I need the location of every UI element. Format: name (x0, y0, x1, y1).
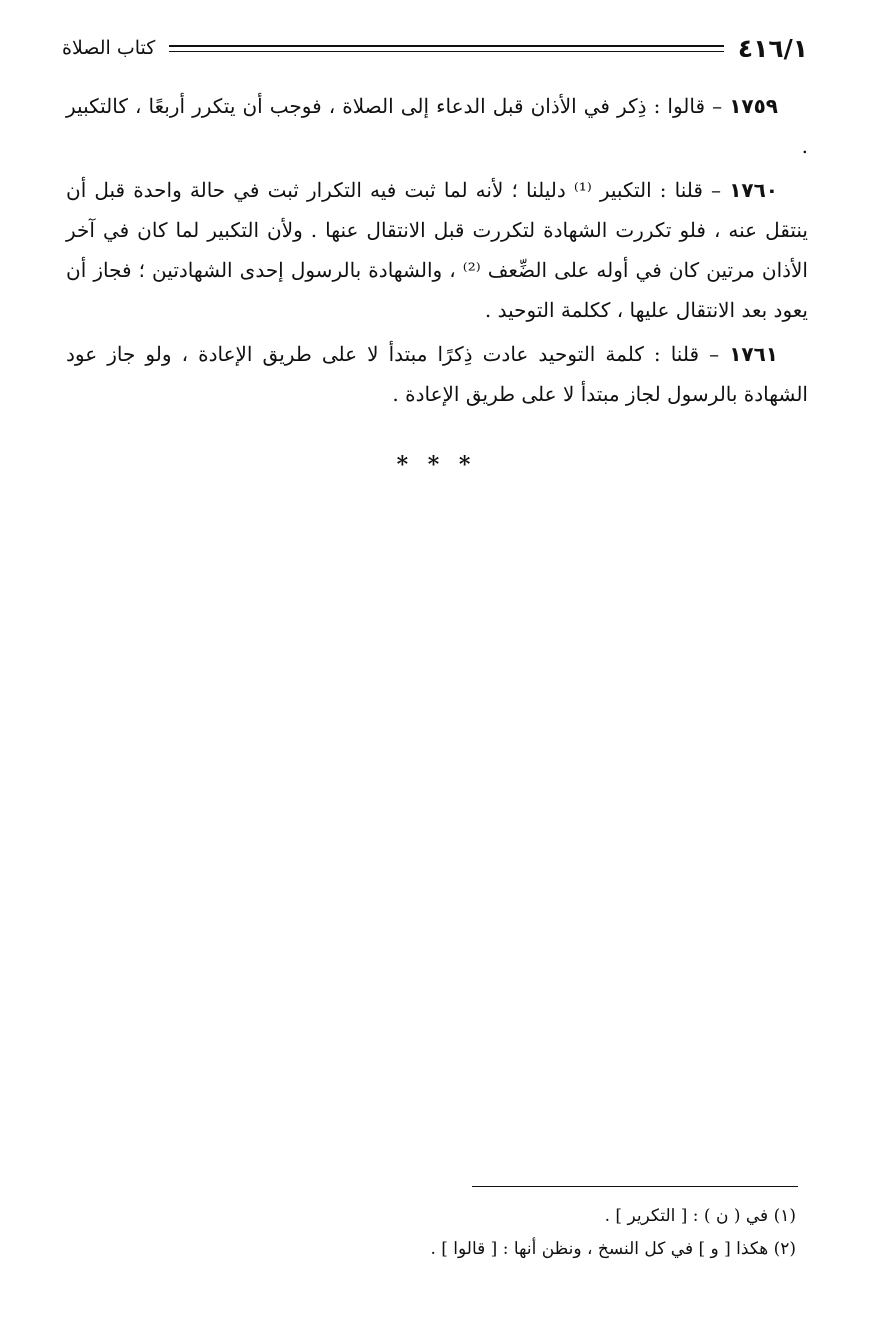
page-header (62, 30, 808, 66)
paragraph-1760 (66, 170, 808, 330)
paragraph-1761 (66, 334, 808, 414)
section-separator: * * * (396, 452, 477, 478)
book-title: كتاب الصلاة (62, 37, 156, 59)
footnote-1: (١) في ( ن ) : [ التكرير ] . (604, 1206, 796, 1226)
footnote-2: (٢) هكذا [ و ] في كل النسخ ، ونظن أنها : [ قالوا ] . (430, 1239, 796, 1259)
footnote-rule (472, 1186, 798, 1187)
paragraph-text: – قالوا : ذِكر في الأذان قبل الدعاء إلى الصلاة ، فوجب أن يتكرر أربعًا ، كالتكبير . (66, 94, 808, 158)
paragraph-1759 (66, 86, 808, 166)
paragraph-number: ١٧٥٩ (729, 94, 779, 118)
footnotes (66, 1200, 808, 1266)
paragraph-number: ١٧٦١ (729, 342, 779, 366)
page-number: ٤١٦/١ (737, 33, 808, 63)
paragraph-text: – قلنا : كلمة التوحيد عادت ذِكرًا مبتدأ لا على طريق الإعادة ، ولو جاز عود الشهادة بالرسول لجاز مبتدأ لا على طريق الإعادة . (66, 342, 808, 406)
header-rule (169, 45, 723, 52)
main-text (66, 86, 808, 418)
paragraph-number: ١٧٦٠ (729, 178, 779, 202)
paragraph-text: – قلنا : التكبير ⁽¹⁾ دليلنا ؛ لأنه لما ثبت فيه التكرار ثبت في حالة واحدة قبل أن ينتقل عنه ، فلو تكررت الشهادة لتكررت قبل الانتقال عنها . ولأن التكبير لما كان في آخر الأذان مرتين كان في أوله على الضِّعف ⁽²⁾ ، والشهادة بالرسول إحدى الشهادتين ؛ فجاز أن يعود بعد الانتقال عليها ، ككلمة التوحيد . (66, 178, 808, 322)
